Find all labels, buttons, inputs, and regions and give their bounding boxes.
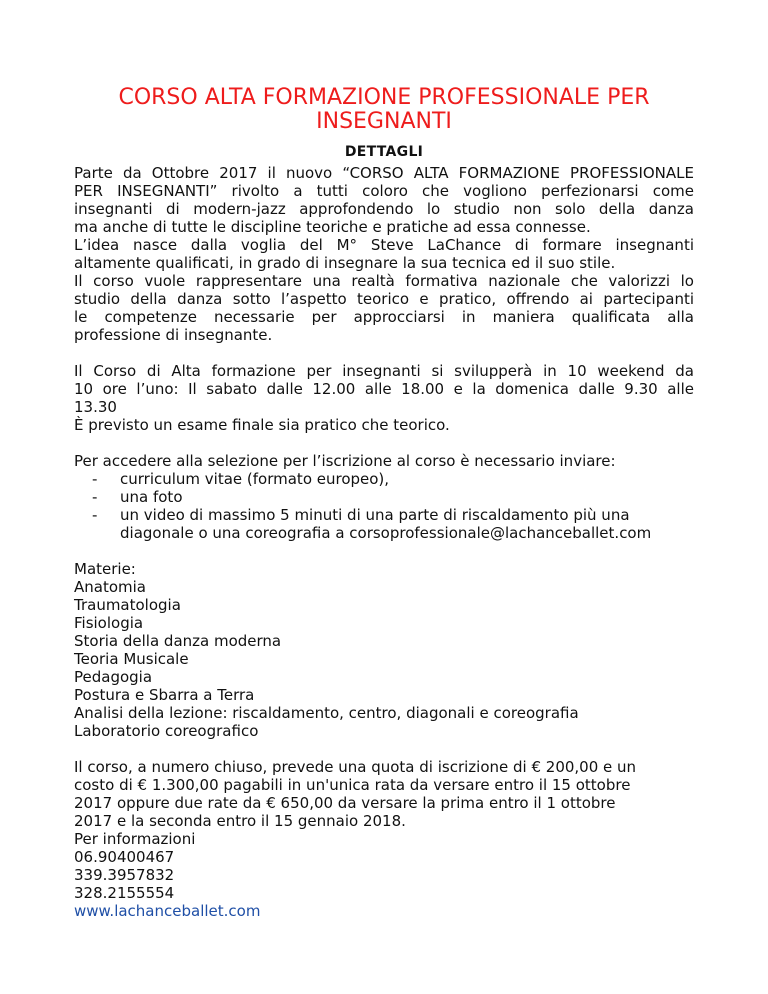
intro-line: PER INSEGNANTI” rivolto a tutti coloro che vogliono perfezionarsi come xyxy=(74,182,694,200)
subject-item: Traumatologia xyxy=(74,596,181,614)
schedule-line: Il Corso di Alta formazione per insegnanti si svilupperà in 10 weekend da xyxy=(74,362,694,380)
schedule-line: 13.30 xyxy=(74,398,117,416)
document-title xyxy=(74,86,694,134)
list-item xyxy=(74,488,694,506)
section-subtitle: DETTAGLI xyxy=(344,144,424,160)
intro-line: studio della danza sotto l’aspetto teorico e pratico, offrendo ai partecipanti xyxy=(74,290,694,308)
list-item-text: curriculum vitae (formato europeo), xyxy=(120,470,390,488)
intro-line: Parte da Ottobre 2017 il nuovo “CORSO ALTA FORMAZIONE PROFESSIONALE xyxy=(74,164,694,182)
requirements-section xyxy=(74,452,694,542)
requirements-intro: Per accedere alla selezione per l’iscrizione al corso è necessario inviare: xyxy=(74,452,616,470)
subject-item: Teoria Musicale xyxy=(74,650,189,668)
subject-item: Laboratorio coreografico xyxy=(74,722,259,740)
subjects-section xyxy=(74,560,694,740)
intro-line: altamente qualificati, in grado di insegnare la sua tecnica ed il suo stile. xyxy=(74,254,616,272)
spacer xyxy=(74,740,694,758)
spacer xyxy=(74,344,694,362)
subject-item: Postura e Sbarra a Terra xyxy=(74,686,255,704)
intro-line: professione di insegnante. xyxy=(74,326,273,344)
requirements-list xyxy=(74,470,694,542)
fees-line: 2017 e la seconda entro il 15 gennaio 2018. xyxy=(74,812,406,830)
subject-item: Analisi della lezione: riscaldamento, centro, diagonali e coreografia xyxy=(74,704,579,722)
fees-line: 2017 oppure due rate da € 650,00 da versare la prima entro il 1 ottobre xyxy=(74,794,616,812)
intro-line: insegnanti di modern-jazz approfondendo lo studio non solo della danza xyxy=(74,200,694,218)
fees-section xyxy=(74,758,694,920)
spacer xyxy=(74,542,694,560)
intro-line: ma anche di tutte le discipline teoriche e pratiche ad essa connesse. xyxy=(74,218,591,236)
subject-item: Fisiologia xyxy=(74,614,144,632)
phone-number: 06.90400467 xyxy=(74,848,175,866)
contacts-heading: Per informazioni xyxy=(74,830,196,848)
list-item-text: un video di massimo 5 minuti di una parte di riscaldamento più una xyxy=(120,506,630,524)
intro-line: L’idea nasce dalla voglia del M° Steve LaChance di formare insegnanti xyxy=(74,236,694,254)
subject-item: Pedagogia xyxy=(74,668,153,686)
title-line-1: CORSO ALTA FORMAZIONE PROFESSIONALE PER xyxy=(118,85,650,110)
list-bullet: - xyxy=(92,488,98,506)
subjects-heading: Materie: xyxy=(74,560,136,578)
fees-line: Il corso, a numero chiuso, prevede una quota di iscrizione di € 200,00 e un xyxy=(74,758,637,776)
subject-item: Storia della danza moderna xyxy=(74,632,282,650)
list-bullet: - xyxy=(92,506,98,524)
fees-line: costo di € 1.300,00 pagabili in un'unica rata da versare entro il 15 ottobre xyxy=(74,776,631,794)
title-line-2: INSEGNANTI xyxy=(316,109,452,134)
schedule-line: 10 ore l’uno: Il sabato dalle 12.00 alle 18.00 e la domenica dalle 9.30 alle xyxy=(74,380,694,398)
intro-paragraph xyxy=(74,164,694,344)
schedule-line: È previsto un esame finale sia pratico che teorico. xyxy=(74,416,450,434)
list-item-text: una foto xyxy=(120,488,183,506)
list-item xyxy=(74,470,694,488)
intro-line: Il corso vuole rappresentare una realtà formativa nazionale che valorizzi lo xyxy=(74,272,694,290)
list-item xyxy=(74,506,694,542)
website-link[interactable]: www.lachanceballet.com xyxy=(74,902,261,920)
schedule-paragraph xyxy=(74,362,694,434)
phone-number: 328.2155554 xyxy=(74,884,175,902)
spacer xyxy=(74,434,694,452)
document-page xyxy=(74,86,694,920)
intro-line: le competenze necessarie per approcciarsi in maniera qualificata alla xyxy=(74,308,694,326)
list-bullet: - xyxy=(92,470,98,488)
list-item-text: diagonale o una coreografia a corsoprofessionale@lachanceballet.com xyxy=(120,524,652,542)
subject-item: Anatomia xyxy=(74,578,146,596)
phone-number: 339.3957832 xyxy=(74,866,175,884)
